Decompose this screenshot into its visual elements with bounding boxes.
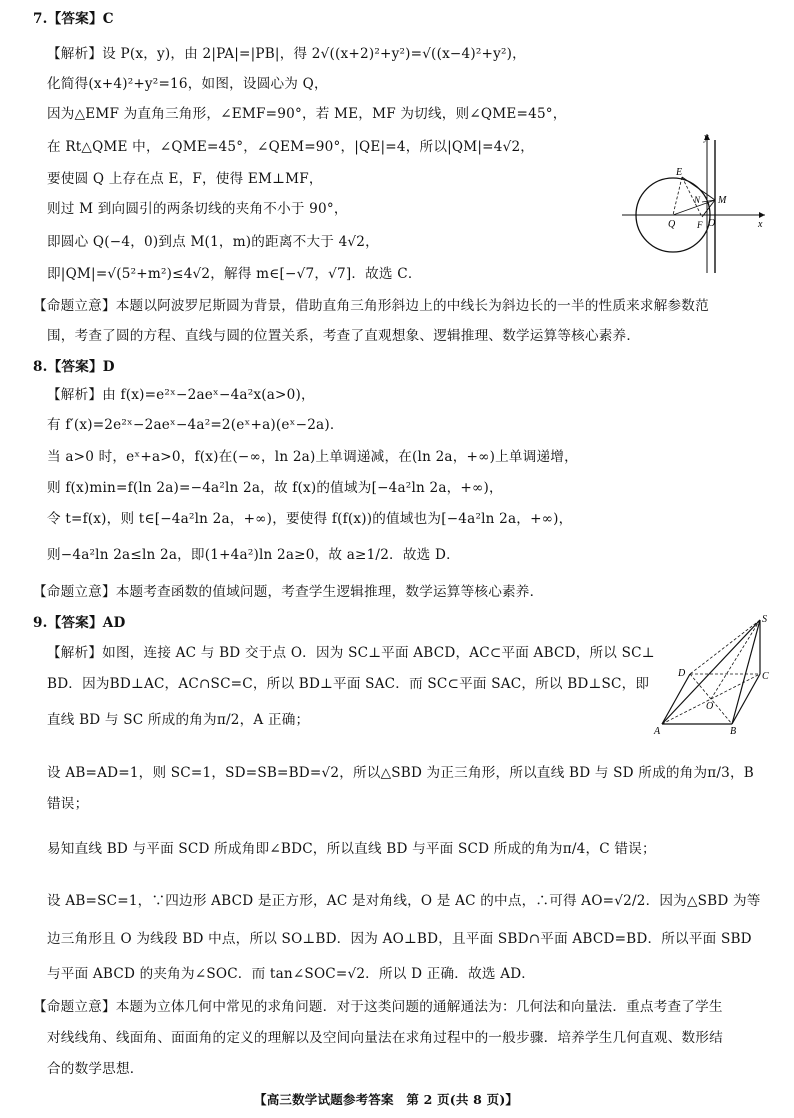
q9-fig-label-a: A — [654, 726, 661, 737]
q9-fig-label-d: D — [678, 668, 686, 679]
q7-intent-line-1: 【命题立意】本题以阿波罗尼斯圆为背景，借助直角三角形斜边上的中线长为斜边长的一半的性质来求解参数范 — [33, 298, 709, 314]
q7-analysis-line-7: 即圆心 Q(−4，0)到点 M(1，m)的距离不大于 4√2， — [47, 234, 379, 250]
q9-fig-label-o: O — [706, 701, 714, 712]
q7-fig-label-m: M — [718, 195, 727, 206]
q9-analysis-line-4: 设 AB=AD=1，则 SC=1，SD=SB=BD=√2，所以△SBD 为正三角形，所以直线 BD 与 SD 所成的角为π/3，B — [47, 765, 754, 781]
q9-fig-label-c: C — [762, 671, 769, 682]
q9-analysis-line-3: 直线 BD 与 SC 所成的角为π/2，A 正确； — [47, 712, 310, 728]
q8-analysis-line-2: 有 f′(x)=2e²ˣ−2aeˣ−4a²=2(eˣ+a)(eˣ−2a)． — [47, 417, 344, 433]
q9-analysis-line-8: 边三角形且 O 为线段 BD 中点，所以 SO⊥BD．因为 AO⊥BD，且平面 SBD∩平面 ABCD=BD．所以平面 SBD — [47, 931, 752, 947]
q7-fig-label-x: x — [758, 219, 763, 230]
q7-analysis-line-2: 化简得(x+4)²+y²=16，如图，设圆心为 Q， — [47, 76, 328, 92]
q9-fig-label-b: B — [730, 726, 737, 737]
q7-fig-label-y: y — [704, 132, 709, 143]
q9-answer-header: 9.【答案】AD — [33, 615, 126, 631]
q8-analysis-line-4: 则 f(x)min=f(ln 2a)=−4a²ln 2a，故 f(x)的值域为[−4a²ln 2a，+∞)， — [47, 480, 503, 496]
q9-intent-line-2: 对线线角、线面角、面面角的定义的理解以及空间向量法在求角过程中的一般步骤．培养学生几何直观、数形结 — [47, 1030, 723, 1046]
q8-analysis-line-1: 【解析】由 f(x)=e²ˣ−2aeˣ−4a²x(a>0)， — [47, 387, 315, 403]
q7-analysis-line-3: 因为△EMF 为直角三角形，∠EMF=90°，若 ME，MF 为切线，则∠QME=45°， — [47, 106, 567, 122]
q7-analysis-line-1: 【解析】设 P(x，y)，由 2|PA|=|PB|，得 2√((x+2)²+y²)=√((x−4)²+y²)， — [47, 46, 526, 62]
q7-analysis-line-5: 要使圆 Q 上存在点 E，F，使得 EM⊥MF， — [47, 171, 323, 187]
q9-analysis-line-7: 设 AB=SC=1，∵四边形 ABCD 是正方形，AC 是对角线，O 是 AC 的中点，∴可得 AO=√2/2．因为△SBD 为等 — [47, 893, 761, 909]
page-footer: 【高三数学试题参考答案 第 2 页(共 8 页)】 — [254, 1092, 519, 1107]
q9-pyramid-figure — [650, 612, 775, 737]
q7-analysis-line-6: 则过 M 到向圆引的两条切线的夹角不小于 90°， — [47, 201, 348, 217]
q7-fig-label-o: O — [708, 218, 716, 229]
q9-analysis-line-2: BD．因为BD⊥AC，AC∩SC=C，所以 BD⊥平面 SAC．而 SC⊂平面 SAC，所以 BD⊥SC，即 — [47, 676, 650, 692]
q9-analysis-line-1: 【解析】如图，连接 AC 与 BD 交于点 O．因为 SC⊥平面 ABCD，AC⊂平面 ABCD，所以 SC⊥ — [47, 645, 655, 661]
q9-analysis-line-9: 与平面 ABCD 的夹角为∠SOC．而 tan∠SOC=√2．所以 D 正确．故选 AD． — [47, 966, 536, 982]
q7-circle-figure — [620, 130, 770, 275]
q9-intent-line-3: 合的数学思想． — [47, 1061, 144, 1077]
q7-fig-label-e: E — [676, 167, 683, 178]
q7-fig-label-f: F — [697, 220, 703, 230]
q7-intent-line-2: 围，考查了圆的方程、直线与圆的位置关系，考查了直观想象、逻辑推理、数学运算等核心素养． — [47, 328, 641, 344]
q8-analysis-line-6: 则−4a²ln 2a≤ln 2a，即(1+4a²)ln 2a≥0，故 a≥1/2．故选 D． — [47, 547, 460, 563]
q9-fig-label-s: S — [762, 614, 767, 625]
q7-answer-header: 7.【答案】C — [33, 11, 114, 27]
q8-analysis-line-3: 当 a>0 时，eˣ+a>0，f(x)在(−∞，ln 2a)上单调递减，在(ln 2a，+∞)上单调递增， — [47, 449, 578, 465]
q9-analysis-line-5: 错误； — [47, 796, 89, 812]
q7-analysis-line-4: 在 Rt△QME 中，∠QME=45°，∠QEM=90°，|QE|=4，所以|QM|=4√2， — [47, 139, 535, 155]
q7-fig-label-n: N — [694, 195, 701, 205]
q7-fig-label-q: Q — [668, 219, 676, 230]
q9-analysis-line-6: 易知直线 BD 与平面 SCD 所成角即∠BDC，所以直线 BD 与平面 SCD 所成的角为π/4，C 错误； — [47, 841, 656, 857]
q8-analysis-line-5: 令 t=f(x)，则 t∈[−4a²ln 2a，+∞)，要使得 f(f(x))的值域也为[−4a²ln 2a，+∞)， — [47, 511, 573, 527]
q9-intent-line-1: 【命题立意】本题为立体几何中常见的求角问题．对于这类问题的通解通法为：几何法和向量法．重点考查了学生 — [33, 999, 723, 1015]
q7-analysis-line-8: 即|QM|=√(5²+m²)≤4√2，解得 m∈[−√7，√7]．故选 C． — [47, 266, 422, 282]
q8-answer-header: 8.【答案】D — [33, 359, 115, 375]
q8-intent-line: 【命题立意】本题考查函数的值域问题，考查学生逻辑推理，数学运算等核心素养． — [33, 584, 544, 600]
